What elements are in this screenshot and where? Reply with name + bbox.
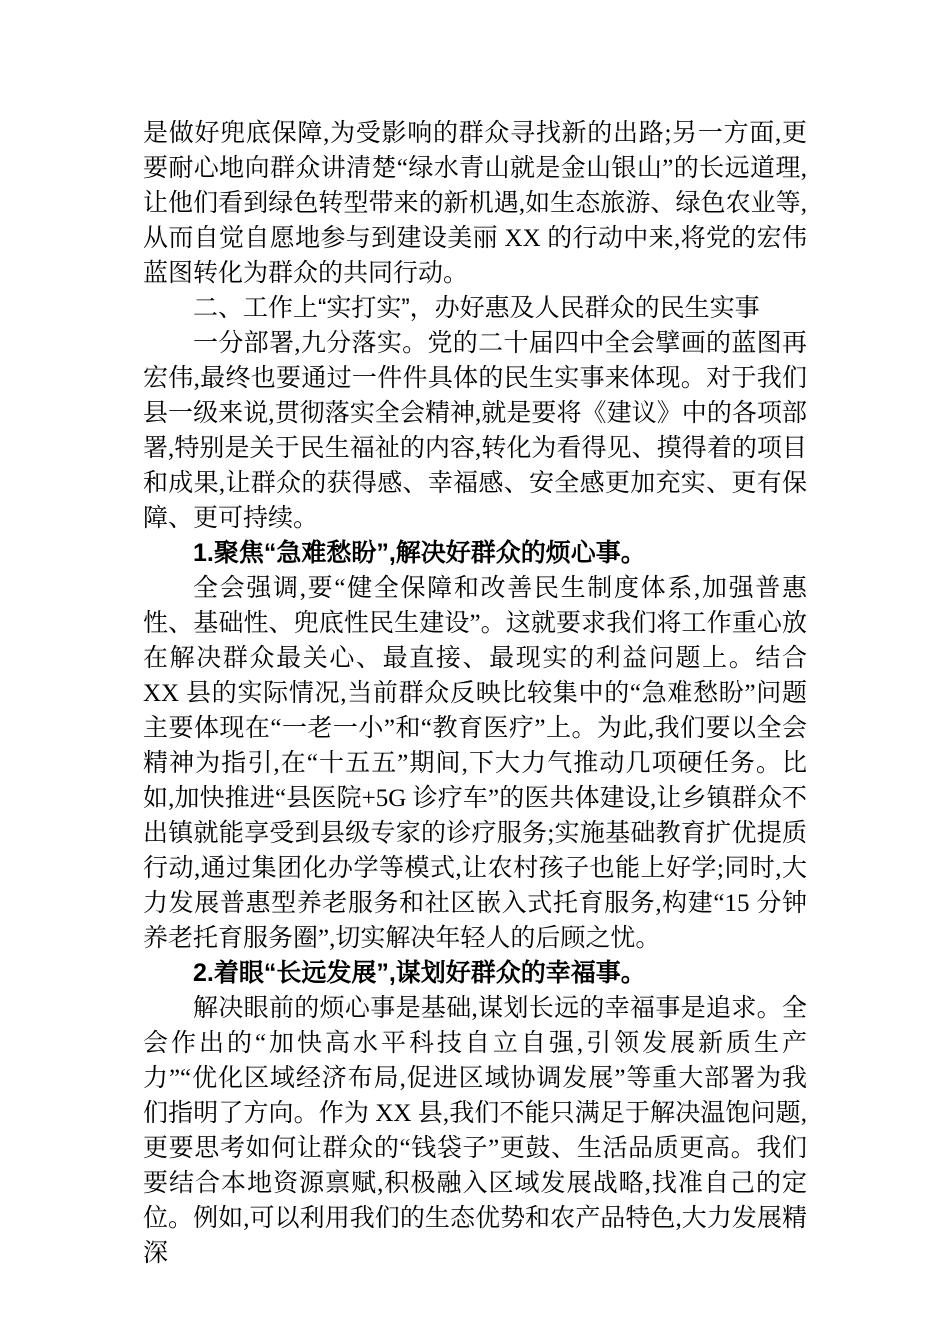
section-heading-two: 二、工作上“实打实”，办好惠及人民群众的民生实事 bbox=[193, 294, 760, 322]
paragraph-sub-1: 全会强调,要“健全保障和改善民生制度体系,加强普惠性、基础性、兜底性民生建设”。这就要求我们将工作重心放在解决群众最关心、最直接、最现实的利益问题上。结合 XX 县的实际情况,当前群众反映比较集中的“急难愁盼”问题主要体现在“一老一小”和“教育医疗”上。为此,我们要以全会精神为指引,在“十五五”期间,下大力气推动几项硬任务。比如,加快推进“县医院+5G 诊疗车”的医共体建设,让乡镇群众不出镇就能享受到县级专家的诊疗服务;实施基础教育扩优提质行动,通过集团化办学等模式,让农村孩子也能上好学;同时,大力发展普惠型养老服务和社区嵌入式托育服务,构建“15 分钟养老托育服务圈”,切实解决年轻人的后顾之忧。 bbox=[143, 575, 807, 952]
sub-heading-1: 1.聚焦“急难愁盼”,解决好群众的烦心事。 bbox=[193, 539, 646, 567]
paragraph-continuation: 是做好兜底保障,为受影响的群众寻找新的出路;另一方面,更要耐心地向群众讲清楚“绿水青山就是金山银山”的长远道理,让他们看到绿色转型带来的新机遇,如生态旅游、绿色农业等,从而自觉自愿地参与到建设美丽 XX 的行动中来,将党的宏伟蓝图转化为群众的共同行动。 bbox=[143, 120, 807, 287]
paragraph-section-intro: 一分部署,九分落实。党的二十届四中全会擘画的蓝图再宏伟,最终也要通过一件件具体的民生实事来体现。对于我们县一级来说,贯彻落实全会精神,就是要将《建议》中的各项部署,特别是关于民生福祉的内容,转化为看得见、摸得着的项目和成果,让群众的获得感、幸福感、安全感更加充实、更有保障、更可持续。 bbox=[143, 330, 807, 532]
paragraph-sub-2: 解决眼前的烦心事是基础,谋划长远的幸福事是追求。全会作出的“加快高水平科技自立自强,引领发展新质生产力”“优化区域经济布局,促进区域协调发展”等重大部署为我们指明了方向。作为 XX 县,我们不能只满足于解决温饱问题,更要思考如何让群众的“钱袋子”更鼓、生活品质更高。我们要结合本地资源禀赋,积极融入区域发展战略,找准自己的定位。例如,可以利用我们的生态优势和农产品特色,大力发展精深 bbox=[143, 995, 807, 1267]
document-content bbox=[143, 116, 807, 1271]
sub-heading-2: 2.着眼“长远发展”,谋划好群众的幸福事。 bbox=[193, 959, 646, 987]
